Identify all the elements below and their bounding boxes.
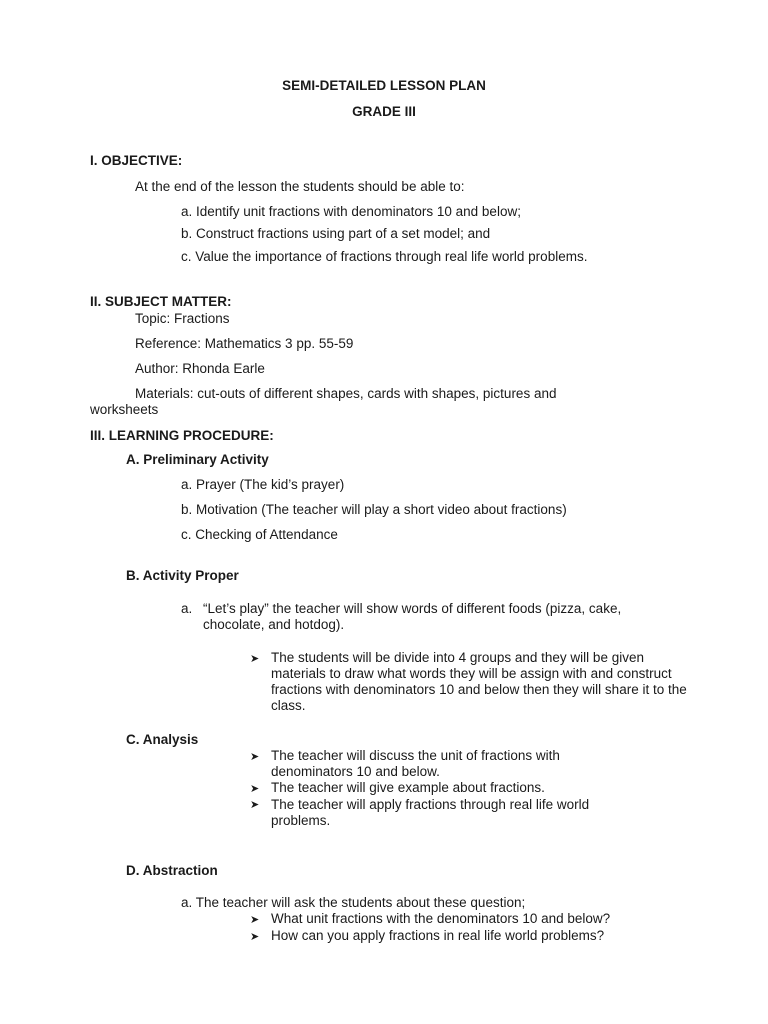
procedure-heading: III. LEARNING PROCEDURE:	[90, 428, 274, 443]
activity-heading: B. Activity Proper	[126, 568, 239, 583]
analysis-bullet-2: The teacher will give example about fractions.	[271, 780, 545, 795]
activity-item-line2: chocolate, and hotdog).	[203, 617, 345, 632]
objective-intro: At the end of the lesson the students should be able to:	[135, 179, 465, 194]
abstraction-bullet-2: How can you apply fractions in real life world problems?	[271, 928, 605, 943]
arrow-bullet-icon: ➤	[250, 783, 260, 795]
subject-author: Author: Rhonda Earle	[135, 361, 265, 376]
preliminary-item-prayer: a. Prayer (The kid’s prayer)	[181, 477, 345, 492]
subject-materials-line1: Materials: cut-outs of different shapes, cards with shapes, pictures and	[135, 386, 557, 401]
preliminary-heading: A. Preliminary Activity	[126, 452, 269, 467]
grade-label: GRADE III	[352, 104, 416, 119]
activity-item-marker: a.	[181, 601, 193, 616]
preliminary-item-attendance: c. Checking of Attendance	[181, 527, 338, 542]
analysis-heading: C. Analysis	[126, 732, 199, 747]
subject-matter-heading: II. SUBJECT MATTER:	[90, 294, 232, 309]
objective-item-b: b. Construct fractions using part of a set model; and	[181, 226, 491, 241]
arrow-bullet-icon: ➤	[250, 751, 260, 763]
analysis-bullet-1: The teacher will discuss the unit of fractions with denominators 10 and below.	[271, 748, 560, 779]
objective-heading: I. OBJECTIVE:	[90, 153, 183, 168]
arrow-bullet-icon: ➤	[250, 914, 260, 926]
document-title: SEMI-DETAILED LESSON PLAN	[282, 78, 486, 93]
arrow-bullet-icon: ➤	[250, 653, 260, 665]
objective-item-a: a. Identify unit fractions with denominators 10 and below;	[181, 204, 521, 219]
abstraction-heading: D. Abstraction	[126, 863, 218, 878]
subject-topic: Topic: Fractions	[135, 311, 230, 326]
arrow-bullet-icon: ➤	[250, 931, 260, 943]
preliminary-item-motivation: b. Motivation (The teacher will play a short video about fractions)	[181, 502, 567, 517]
subject-materials-line2: worksheets	[90, 402, 159, 417]
arrow-bullet-icon: ➤	[250, 799, 260, 811]
activity-item-line1: “Let’s play” the teacher will show words of different foods (pizza, cake,	[203, 601, 622, 616]
activity-bullet: The students will be divide into 4 groups and they will be given materials to draw what words they will be assign with and construct fractions with denominators 10 and below then they will share it to the class.	[271, 650, 687, 713]
abstraction-item: a. The teacher will ask the students about these question;	[181, 895, 526, 910]
abstraction-bullet-1: What unit fractions with the denominators 10 and below?	[271, 911, 611, 926]
subject-reference: Reference: Mathematics 3 pp. 55-59	[135, 336, 354, 351]
analysis-bullet-3: The teacher will apply fractions through real life world problems.	[271, 797, 590, 828]
objective-item-c: c. Value the importance of fractions through real life world problems.	[181, 249, 588, 264]
